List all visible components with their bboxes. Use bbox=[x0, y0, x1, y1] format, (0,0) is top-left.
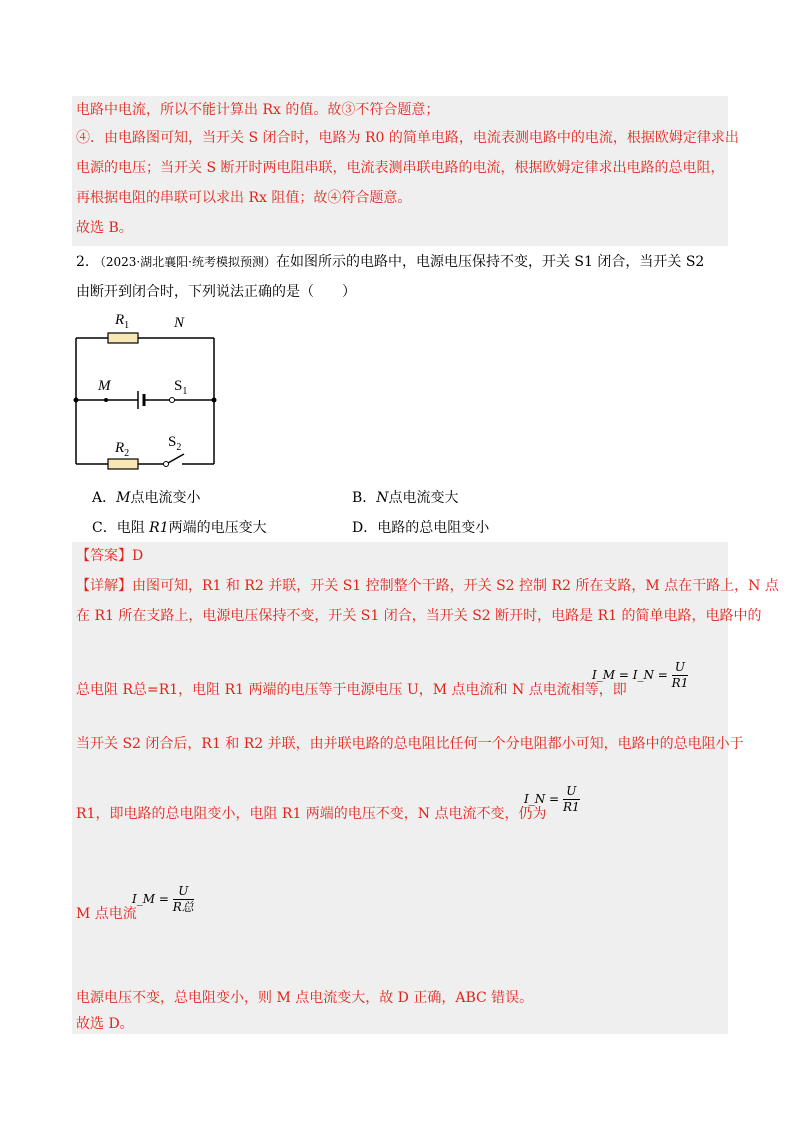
formula-im bbox=[132, 884, 194, 915]
detail-line-4: 当开关 S2 闭合后，R1 和 R2 并联，由并联电路的总电阻比任何一个分电阻都小可知，电路中的总电阻小于 bbox=[76, 736, 744, 752]
option-b-point: N bbox=[376, 490, 389, 506]
formula-2-denominator: R1 bbox=[562, 800, 580, 814]
answer-tag: 【答案】 bbox=[76, 548, 132, 564]
question-line-1 bbox=[76, 252, 704, 272]
detail-line-3: 总电阻 R总=R1，电阻 R1 两端的电压等于电源电压 U，M 点电流和 N 点电流相等，即 bbox=[76, 682, 627, 698]
detail-text-1: 由图可知，R1 和 R2 并联，开关 S1 控制整个干路，开关 S2 控制 R2 所在支路，M 点在干路上，N 点 bbox=[132, 578, 779, 594]
solution-line-3: 电源的电压；当开关 S 断开时两电阻串联，电流表测串联电路的电流，根据欧姆定律求出电路的总电阻， bbox=[76, 160, 725, 176]
junction-dot bbox=[74, 398, 79, 403]
detail-tag: 【详解】 bbox=[76, 578, 132, 594]
detail-line-7: 电源电压不变，总电阻变小，则 M 点电流变大，故 D 正确，ABC 错误。 bbox=[76, 990, 534, 1006]
formula-3-fraction bbox=[173, 884, 194, 915]
question-source: （2023·湖北襄阳·统考模拟预测） bbox=[93, 255, 276, 269]
option-d-text: 电路的总电阻变小 bbox=[377, 520, 490, 536]
label-n: N bbox=[174, 315, 185, 331]
junction-dot bbox=[212, 398, 217, 403]
question-number: 2. bbox=[76, 254, 90, 270]
solution-line-1: 电路中电流，所以不能计算出 Rx 的值。故③不符合题意； bbox=[76, 102, 440, 118]
option-c[interactable] bbox=[92, 518, 267, 538]
option-b-text: 点电流变大 bbox=[388, 490, 459, 506]
formula-3-numerator: U bbox=[173, 884, 194, 900]
option-c-label: C． bbox=[92, 520, 117, 536]
option-c-text-1: 电阻 bbox=[116, 520, 150, 536]
formula-in bbox=[524, 784, 580, 815]
option-c-text-2: 两端的电压变大 bbox=[168, 520, 267, 536]
formula-2-fraction bbox=[563, 784, 580, 815]
option-b[interactable] bbox=[352, 488, 459, 508]
option-d-label: D． bbox=[352, 520, 378, 536]
formula-2-numerator: U bbox=[563, 784, 580, 800]
option-c-resistor: R1 bbox=[149, 520, 169, 536]
circuit-diagram bbox=[60, 302, 230, 474]
formula-1-left: I_M = I_N = bbox=[592, 668, 668, 682]
option-a-text: 点电流变小 bbox=[130, 490, 201, 506]
label-m: M bbox=[98, 378, 111, 394]
detail-line-2: 在 R1 所在支路上，电源电压保持不变，开关 S1 闭合，当开关 S2 断开时，电路是 R1 的简单电路，电路中的 bbox=[76, 608, 762, 624]
node-m-dot bbox=[104, 398, 108, 402]
option-b-label: B． bbox=[352, 490, 377, 506]
option-a[interactable] bbox=[92, 488, 200, 508]
switch-s1 bbox=[170, 398, 185, 403]
label-r2: $R_2$ bbox=[115, 440, 130, 459]
detail-line-6: M 点电流 bbox=[76, 906, 137, 922]
label-s2: $S_2$ bbox=[168, 434, 182, 453]
previous-solution-block bbox=[72, 96, 739, 246]
formula-3-denominator: R总 bbox=[172, 900, 194, 914]
detail-line-8: 故选 D。 bbox=[76, 1016, 134, 1032]
question-line-2: 由断开到闭合时，下列说法正确的是（ ） bbox=[76, 284, 356, 300]
answer-value: D bbox=[132, 548, 144, 564]
detail-line-1 bbox=[76, 576, 779, 596]
resistor-r1 bbox=[108, 333, 138, 343]
answer-line bbox=[76, 546, 143, 566]
formula-1-numerator: U bbox=[672, 660, 689, 676]
solution-line-5: 故选 B。 bbox=[76, 220, 133, 236]
detail-line-5: R1，即电路的总电阻变小，电阻 R1 两端的电压不变，N 点电流不变，仍为 bbox=[76, 806, 547, 822]
formula-1-denominator: R1 bbox=[671, 676, 689, 690]
option-a-label: A． bbox=[92, 490, 117, 506]
option-d[interactable] bbox=[352, 518, 489, 538]
label-r1: $R_1$ bbox=[115, 312, 130, 331]
question-text-1: 在如图所示的电路中，电源电压保持不变，开关 S1 闭合，当开关 S2 bbox=[275, 254, 705, 270]
option-a-point: M bbox=[116, 490, 131, 506]
switch-s2 bbox=[164, 454, 185, 467]
resistor-r2 bbox=[108, 459, 138, 469]
formula-1-fraction bbox=[672, 660, 689, 691]
formula-3-left: I_M = bbox=[132, 892, 169, 906]
answer-block bbox=[72, 542, 779, 1034]
formula-2-left: I_N = bbox=[524, 792, 560, 806]
solution-line-4: 再根据电阻的串联可以求出 Rx 阻值；故④符合题意。 bbox=[76, 190, 412, 206]
label-s1: $S_1$ bbox=[174, 378, 188, 397]
solution-line-2: ④．由电路图可知，当开关 S 闭合时，电路为 R0 的简单电路，电流表测电路中的电流，根据欧姆定律求出 bbox=[76, 130, 739, 146]
formula-im-equals-in bbox=[592, 660, 688, 691]
